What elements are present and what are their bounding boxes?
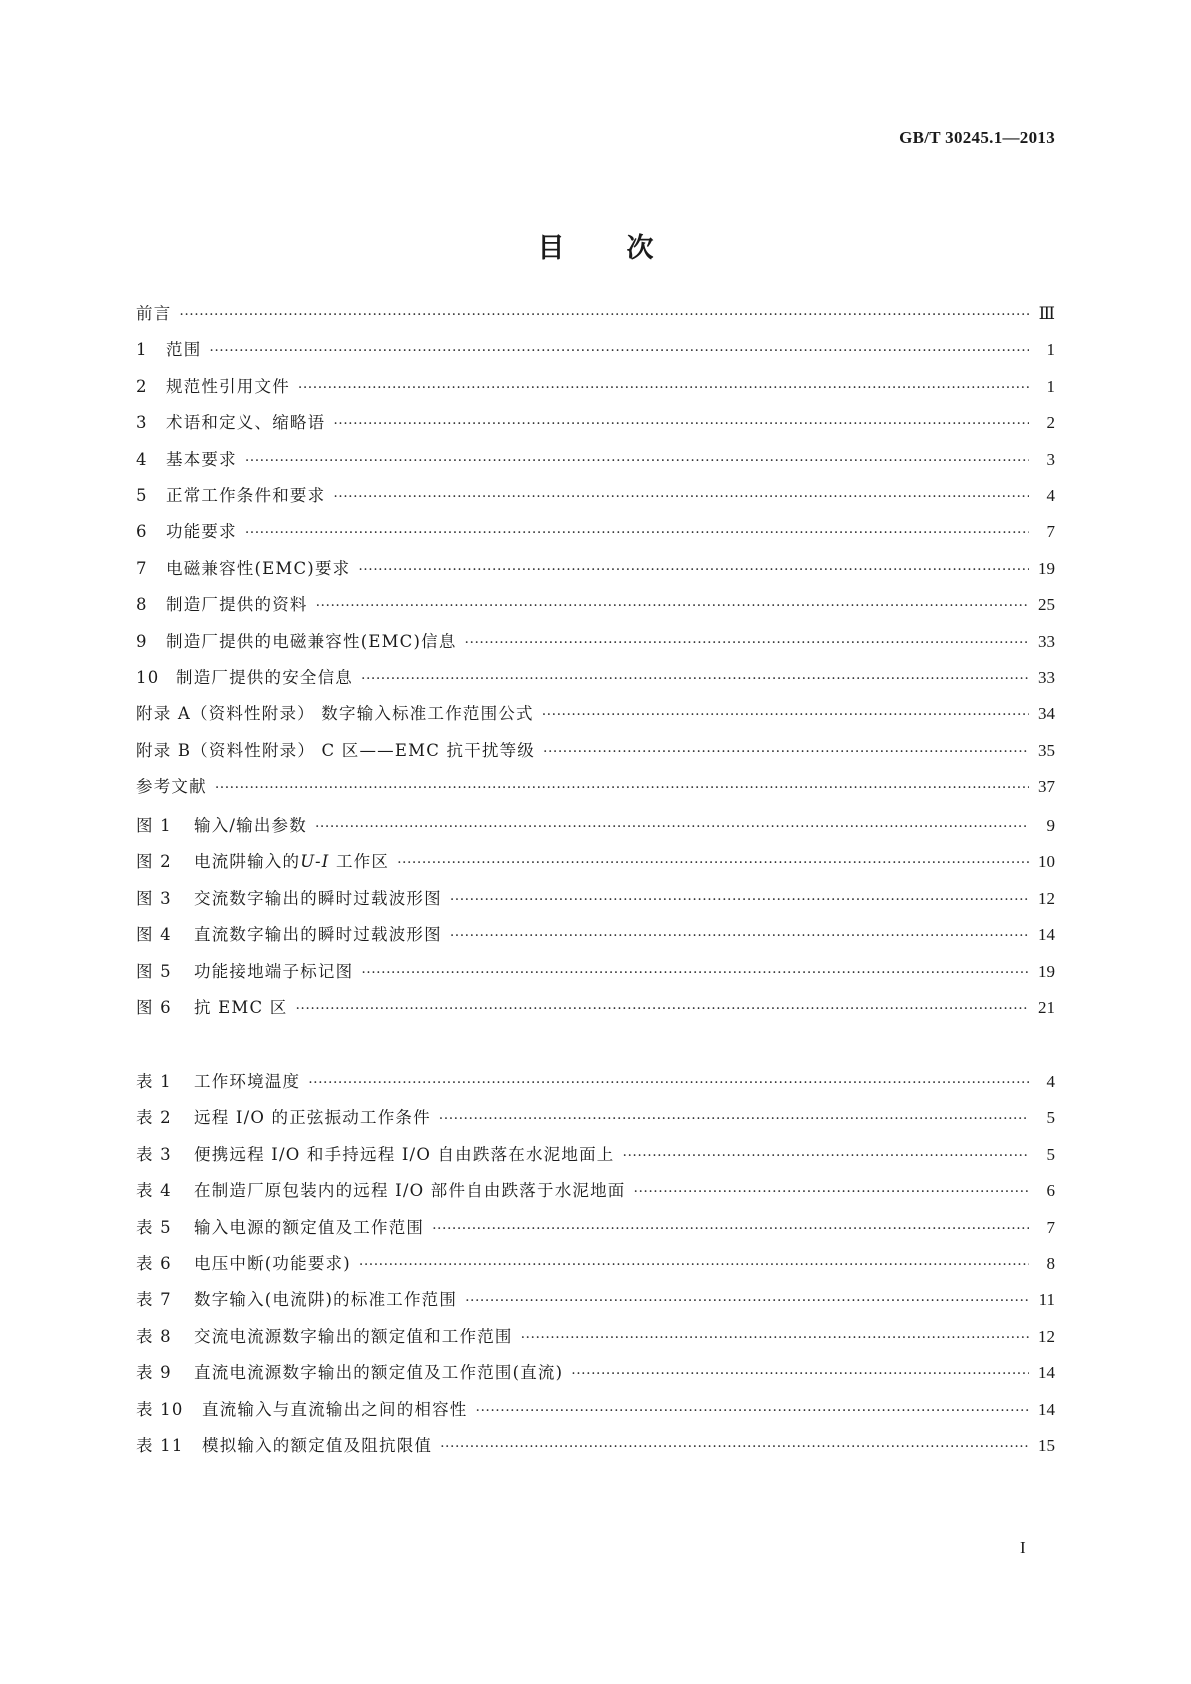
toc-entry-page: 1 bbox=[1046, 340, 1055, 360]
toc-entry-page: 3 bbox=[1046, 449, 1055, 469]
standard-code: GB/T 30245.1—2013 bbox=[899, 128, 1055, 147]
toc-entry-text: 基本要求 bbox=[166, 449, 237, 469]
toc-figure-2[interactable] bbox=[136, 848, 1055, 884]
toc-entry-number: 10 bbox=[136, 667, 160, 687]
toc-entry-text-after: 工作区 bbox=[329, 852, 390, 872]
toc-entry-label bbox=[136, 336, 201, 360]
toc-entry-label bbox=[136, 373, 290, 397]
toc-entry-number: 表 8 bbox=[136, 1326, 172, 1346]
leader-dots bbox=[571, 1366, 1029, 1382]
toc-table-4[interactable] bbox=[136, 1177, 1055, 1213]
toc-entry-page: 14 bbox=[1038, 1363, 1055, 1383]
leader-dots bbox=[634, 1184, 1030, 1200]
toc-entry-text: 工作环境温度 bbox=[194, 1072, 301, 1091]
toc-entry-page: 37 bbox=[1038, 777, 1055, 797]
toc-entry-label: 附录 B（资料性附录） C 区——EMC 抗干扰等级 bbox=[136, 740, 535, 760]
toc-entry-text: 数字输入(电流阱)的标准工作范围 bbox=[194, 1290, 458, 1310]
leader-dots bbox=[295, 1001, 1029, 1017]
toc-entry-number: 3 bbox=[136, 413, 148, 433]
toc-entry-text: 便携远程 I/O 和手持远程 I/O 自由跌落在水泥地面上 bbox=[194, 1144, 615, 1164]
toc-entry-text: 范围 bbox=[166, 340, 202, 360]
toc-entry-label bbox=[136, 1286, 457, 1310]
toc-tables bbox=[136, 1068, 1055, 1468]
toc-entry-page: 21 bbox=[1038, 997, 1055, 1017]
toc-entry-page: 12 bbox=[1038, 1326, 1055, 1346]
toc-entry-bibliography[interactable] bbox=[136, 773, 1055, 809]
toc-entry-number: 9 bbox=[136, 631, 148, 651]
toc-table-2[interactable] bbox=[136, 1104, 1055, 1140]
toc-entry-text: 制造厂提供的电磁兼容性(EMC)信息 bbox=[166, 631, 457, 651]
toc-entry-page: 10 bbox=[1038, 852, 1055, 872]
toc-entry-page: 8 bbox=[1046, 1253, 1055, 1273]
toc-entry-label bbox=[136, 518, 237, 542]
toc-entry-page: 5 bbox=[1046, 1108, 1055, 1128]
toc-entry-page: 12 bbox=[1038, 888, 1055, 908]
toc-entry-page: 14 bbox=[1038, 925, 1055, 945]
leader-dots bbox=[476, 1403, 1030, 1419]
toc-entry-text: 电磁兼容性(EMC)要求 bbox=[166, 558, 351, 578]
toc-entry-text: 电流阱输入的 bbox=[194, 852, 301, 872]
toc-entry-number: 表 4 bbox=[136, 1181, 172, 1201]
toc-entry-label: 参考文献 bbox=[136, 777, 207, 797]
toc-entry-text: 输入电源的额定值及工作范围 bbox=[194, 1217, 425, 1237]
toc-entry-text: 输入/输出参数 bbox=[194, 816, 307, 835]
toc-entry-label bbox=[136, 848, 389, 872]
toc-entry-number: 表 5 bbox=[136, 1217, 172, 1237]
toc-entry-label bbox=[136, 482, 325, 506]
toc-entry-page: 5 bbox=[1046, 1144, 1055, 1164]
toc-entry-text-italic: U-I bbox=[300, 852, 330, 872]
leader-dots bbox=[439, 1111, 1029, 1127]
toc-entry-text: 直流输入与直流输出之间的相容性 bbox=[202, 1399, 468, 1419]
leader-dots bbox=[315, 819, 1029, 835]
toc-entry-number: 图 2 bbox=[136, 852, 172, 872]
toc-entry-page: 11 bbox=[1038, 1290, 1055, 1310]
toc-entry-page: 33 bbox=[1038, 667, 1055, 687]
toc-entry-label bbox=[136, 664, 353, 688]
toc-entry-page: 2 bbox=[1046, 413, 1055, 433]
toc-entry-page: 15 bbox=[1038, 1435, 1055, 1455]
toc-entry-text: 制造厂提供的安全信息 bbox=[176, 667, 353, 687]
toc-entry-10[interactable] bbox=[136, 664, 1055, 700]
toc-entry-annex-a[interactable] bbox=[136, 700, 1055, 736]
toc-table-5[interactable] bbox=[136, 1214, 1055, 1250]
toc-entry-number: 5 bbox=[136, 485, 148, 505]
toc-figure-6[interactable] bbox=[136, 994, 1055, 1030]
leader-dots bbox=[465, 635, 1029, 651]
toc-entry-label bbox=[136, 591, 308, 615]
toc-entry-number: 表 6 bbox=[136, 1253, 172, 1273]
toc-entry-number: 6 bbox=[136, 522, 148, 542]
toc-main bbox=[136, 300, 1055, 809]
toc-table-3[interactable] bbox=[136, 1141, 1055, 1177]
toc-entry-text: 直流电流源数字输出的额定值及工作范围(直流) bbox=[194, 1363, 564, 1383]
toc-entry-page: 34 bbox=[1038, 704, 1055, 724]
leader-dots bbox=[359, 1257, 1029, 1273]
leader-dots bbox=[542, 707, 1029, 723]
leader-dots bbox=[361, 965, 1029, 981]
toc-entry-7[interactable] bbox=[136, 555, 1055, 591]
toc-table-1[interactable] bbox=[136, 1068, 1055, 1104]
toc-entry-4[interactable] bbox=[136, 446, 1055, 482]
toc-entry-number: 表 11 bbox=[136, 1435, 184, 1455]
leader-dots bbox=[361, 671, 1029, 687]
toc-entry-number: 2 bbox=[136, 376, 148, 396]
leader-dots bbox=[521, 1330, 1029, 1346]
toc-entry-text: 制造厂提供的资料 bbox=[166, 595, 308, 615]
toc-entry-page: 9 bbox=[1046, 816, 1055, 835]
leader-dots bbox=[245, 525, 1029, 541]
toc-entry-annex-b[interactable] bbox=[136, 737, 1055, 773]
toc-figure-1[interactable] bbox=[136, 812, 1055, 848]
leader-dots bbox=[450, 928, 1029, 944]
leader-dots bbox=[245, 453, 1029, 469]
toc-entry-label bbox=[136, 1396, 468, 1420]
toc-entry-number: 7 bbox=[136, 558, 148, 578]
toc-entry-label bbox=[136, 446, 237, 470]
toc-entry-6[interactable] bbox=[136, 518, 1055, 554]
toc-entry-foreword[interactable] bbox=[136, 300, 1055, 336]
toc-table-6[interactable] bbox=[136, 1250, 1055, 1286]
toc-entry-page: 6 bbox=[1046, 1181, 1055, 1201]
leader-dots bbox=[333, 416, 1029, 432]
toc-entry-number: 表 10 bbox=[136, 1399, 184, 1419]
leader-dots bbox=[308, 1075, 1029, 1091]
page-title: 目次 bbox=[537, 233, 716, 264]
toc-entry-page: 19 bbox=[1038, 961, 1055, 981]
leader-dots bbox=[215, 780, 1029, 796]
toc-entry-page: 35 bbox=[1038, 740, 1055, 760]
leader-dots bbox=[432, 1221, 1029, 1237]
toc-entry-number: 表 7 bbox=[136, 1290, 172, 1310]
page-number: I bbox=[1020, 1538, 1026, 1557]
toc-entry-label bbox=[136, 1250, 351, 1274]
toc-entry-5[interactable] bbox=[136, 482, 1055, 518]
toc-entry-number: 图 6 bbox=[136, 997, 172, 1017]
toc-entry-number: 图 4 bbox=[136, 925, 172, 945]
toc-entry-page: 25 bbox=[1038, 595, 1055, 615]
toc-entry-number: 图 1 bbox=[136, 816, 172, 835]
toc-table-9[interactable] bbox=[136, 1359, 1055, 1395]
leader-dots bbox=[298, 380, 1029, 396]
toc-entry-text: 规范性引用文件 bbox=[166, 376, 290, 396]
toc-entry-label bbox=[136, 1068, 300, 1092]
toc-entry-number: 图 3 bbox=[136, 888, 172, 908]
toc-entry-page: 1 bbox=[1046, 376, 1055, 396]
toc-entry-text: 模拟输入的额定值及阻抗限值 bbox=[202, 1435, 433, 1455]
toc-entry-number: 表 2 bbox=[136, 1108, 172, 1128]
toc-entry-label bbox=[136, 1214, 424, 1238]
leader-dots bbox=[440, 1439, 1029, 1455]
toc-entry-1[interactable] bbox=[136, 336, 1055, 372]
toc-table-7[interactable] bbox=[136, 1286, 1055, 1322]
toc-entry-label bbox=[136, 1359, 563, 1383]
toc-entry-2[interactable] bbox=[136, 373, 1055, 409]
leader-dots bbox=[623, 1148, 1030, 1164]
toc-entry-text: 术语和定义、缩略语 bbox=[166, 413, 326, 433]
toc-entry-label bbox=[136, 1432, 432, 1456]
toc-entry-label bbox=[136, 1323, 513, 1347]
toc-entry-text: 在制造厂原包装内的远程 I/O 部件自由跌落于水泥地面 bbox=[194, 1181, 626, 1201]
toc-entry-label bbox=[136, 1141, 615, 1165]
toc-entry-label bbox=[136, 921, 442, 945]
toc-figure-4[interactable] bbox=[136, 921, 1055, 957]
toc-entry-number: 表 1 bbox=[136, 1072, 172, 1091]
toc-entry-8[interactable] bbox=[136, 591, 1055, 627]
leader-dots bbox=[543, 744, 1029, 760]
toc-entry-page: 14 bbox=[1038, 1399, 1055, 1419]
toc-entry-number: 表 9 bbox=[136, 1363, 172, 1383]
toc-entry-page: 7 bbox=[1046, 1217, 1055, 1237]
toc-entry-text: 正常工作条件和要求 bbox=[166, 485, 326, 505]
toc-figures bbox=[136, 812, 1055, 1030]
toc-entry-page: 4 bbox=[1046, 1072, 1055, 1091]
toc-entry-label bbox=[136, 994, 287, 1018]
toc-entry-text: 抗 EMC 区 bbox=[194, 997, 288, 1017]
leader-dots bbox=[358, 562, 1029, 578]
toc-entry-label bbox=[136, 885, 442, 909]
toc-table-10[interactable] bbox=[136, 1396, 1055, 1432]
leader-dots bbox=[209, 343, 1029, 359]
leader-dots bbox=[450, 892, 1029, 908]
toc-entry-label bbox=[136, 958, 353, 982]
toc-figure-3[interactable] bbox=[136, 885, 1055, 921]
toc-entry-text: 远程 I/O 的正弦振动工作条件 bbox=[194, 1108, 431, 1128]
toc-entry-label bbox=[136, 1177, 626, 1201]
leader-dots bbox=[465, 1293, 1029, 1309]
toc-entry-page: 33 bbox=[1038, 631, 1055, 651]
toc-entry-number: 表 3 bbox=[136, 1144, 172, 1164]
leader-dots bbox=[316, 598, 1029, 614]
toc-entry-page: Ⅲ bbox=[1038, 304, 1055, 323]
toc-entry-number: 图 5 bbox=[136, 961, 172, 981]
toc-entry-text: 功能接地端子标记图 bbox=[194, 961, 354, 981]
toc-figure-5[interactable] bbox=[136, 958, 1055, 994]
toc-entry-text: 交流数字输出的瞬时过载波形图 bbox=[194, 888, 442, 908]
toc-entry-text: 直流数字输出的瞬时过载波形图 bbox=[194, 925, 442, 945]
toc-entry-label: 附录 A（资料性附录） 数字输入标准工作范围公式 bbox=[136, 704, 534, 724]
toc-entry-page: 4 bbox=[1046, 485, 1055, 505]
toc-entry-3[interactable] bbox=[136, 409, 1055, 445]
toc-entry-label: 前言 bbox=[136, 304, 172, 323]
toc-entry-page: 7 bbox=[1046, 522, 1055, 542]
toc-entry-number: 1 bbox=[136, 340, 148, 360]
leader-dots bbox=[179, 307, 1029, 323]
toc-entry-label bbox=[136, 555, 350, 579]
toc-entry-number: 4 bbox=[136, 449, 148, 469]
toc-entry-number: 8 bbox=[136, 595, 148, 615]
toc-entry-label bbox=[136, 1104, 431, 1128]
toc-table-8[interactable] bbox=[136, 1323, 1055, 1359]
toc-table-11[interactable] bbox=[136, 1432, 1055, 1468]
toc-entry-9[interactable] bbox=[136, 628, 1055, 664]
toc-entry-label bbox=[136, 409, 325, 433]
leader-dots bbox=[397, 855, 1029, 871]
leader-dots bbox=[333, 489, 1029, 505]
toc-entry-text: 电压中断(功能要求) bbox=[194, 1253, 351, 1273]
toc-entry-text: 功能要求 bbox=[166, 522, 237, 542]
toc-entry-page: 19 bbox=[1038, 558, 1055, 578]
toc-entry-label bbox=[136, 812, 307, 836]
toc-entry-label bbox=[136, 628, 457, 652]
toc-entry-text: 交流电流源数字输出的额定值和工作范围 bbox=[194, 1326, 513, 1346]
